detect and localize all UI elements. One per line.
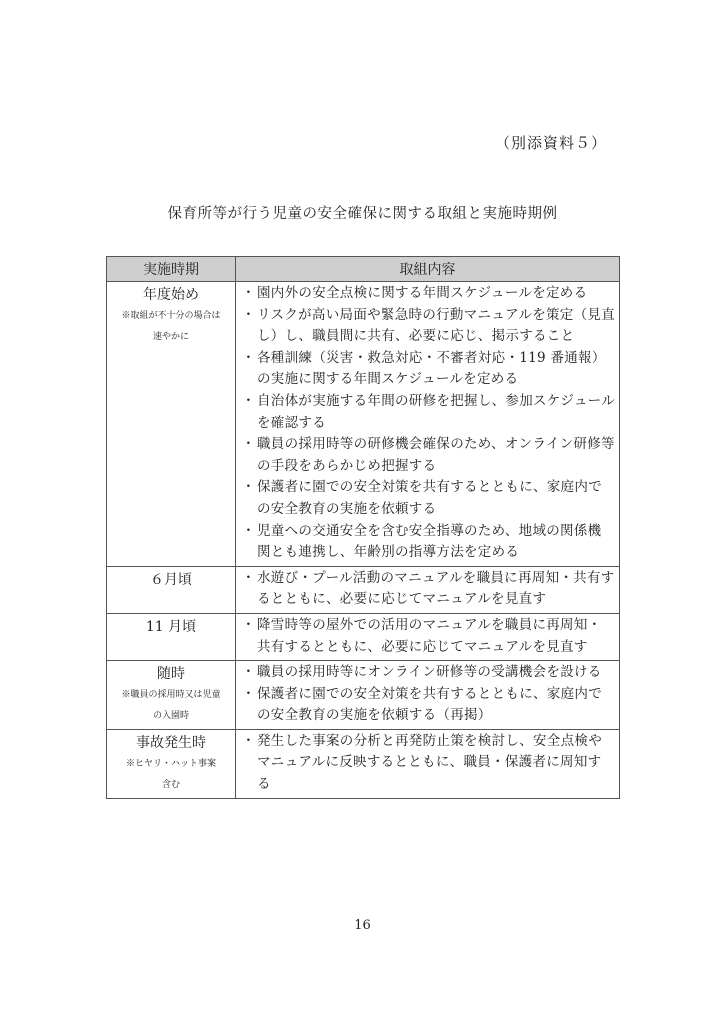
action-text: 発生した事案の分析と再発防止策を検討し、安全点検やマニュアルに反映するとともに、職員・保護者に周知する	[257, 732, 602, 793]
action-item	[240, 434, 615, 477]
document-title: 保育所等が行う児童の安全確保に関する取組と実施時期例	[167, 206, 558, 222]
period-note: 含む	[161, 779, 180, 790]
period-cell	[107, 282, 236, 567]
period-label: ６月頃	[150, 571, 192, 588]
table-row	[107, 729, 620, 798]
period-note: ※職員の採用時又は児童	[121, 690, 221, 701]
action-text: 園内外の安全点検に関する年間スケジュールを定める	[257, 285, 588, 301]
period-label: 年度始め	[143, 287, 199, 303]
action-text: 職員の採用時等にオンライン研修等の受講機会を設ける	[257, 664, 602, 681]
period-note: ※取組が不十分の場合は	[121, 311, 221, 321]
action-item	[240, 521, 615, 564]
actions-cell	[236, 661, 620, 730]
period-cell	[107, 613, 236, 660]
bullet-mark: ・	[241, 285, 256, 301]
action-text: 水遊び・プール活動のマニュアルを職員に再周知・共有するとともに、必要に応じてマニュアルを見直す	[257, 569, 615, 608]
bullet-mark: ・	[241, 436, 256, 453]
action-text: 保護者に園での安全対策を共有するとともに、家庭内での安全教育の実施を依頼する	[257, 479, 602, 517]
action-item	[240, 684, 615, 727]
action-item	[240, 615, 615, 658]
action-text: リスクが高い局面や緊急時の行動マニュアルを策定（見直し）し、職員間に共有、必要に応じ、掲示すること	[257, 306, 615, 345]
period-label: 事故発生時	[136, 734, 206, 751]
bullet-mark: ・	[241, 685, 256, 702]
action-item	[240, 662, 615, 684]
action-item	[240, 305, 615, 348]
bullet-mark: ・	[241, 664, 256, 681]
action-item	[240, 477, 615, 520]
table-row	[107, 661, 620, 730]
actions-cell	[236, 613, 620, 660]
bullet-mark: ・	[241, 522, 256, 539]
period-note: 速やかに	[152, 332, 189, 342]
action-item	[240, 348, 615, 391]
action-item	[240, 391, 615, 434]
action-item	[240, 731, 615, 796]
period-cell	[107, 566, 236, 613]
bullet-mark: ・	[241, 616, 256, 633]
action-text: 自治体が実施する年間の研修を把握し、参加スケジュールを確認する	[257, 392, 615, 431]
bullet-mark: ・	[241, 732, 256, 749]
action-item	[240, 568, 615, 611]
action-text: 職員の採用時等の研修機会確保のため、オンライン研修等の手段をあらかじめ把握する	[257, 436, 615, 474]
bullet-mark: ・	[241, 349, 256, 366]
bullet-mark: ・	[241, 306, 256, 323]
table-row	[107, 282, 620, 567]
table-header-row	[107, 257, 620, 282]
bullet-mark: ・	[241, 569, 256, 586]
actions-cell	[236, 282, 620, 567]
action-text: 保護者に園での安全対策を共有するとともに、家庭内での安全教育の実施を依頼する（再掲）	[257, 685, 602, 724]
period-note: ※ヒヤリ・ハット事案	[125, 758, 216, 769]
actions-cell	[236, 566, 620, 613]
action-text: 児童への交通安全を含む安全指導のため、地域の関係機関とも連携し、年齢別の指導方法を定める	[257, 522, 602, 561]
action-text: 降雪時等の屋外での活用のマニュアルを職員に再周知・共有するとともに、必要に応じてマニュアルを見直す	[257, 616, 602, 655]
annex-label: （別添資料５）	[494, 134, 607, 152]
actions-cell	[236, 729, 620, 798]
bullet-mark: ・	[241, 479, 256, 496]
action-text: 各種訓練（災害・救急対応・不審者対応・119 番通報）の実施に関する年間スケジュールを定める	[257, 349, 606, 388]
period-cell	[107, 729, 236, 798]
table-row	[107, 566, 620, 613]
column-header-period: 実施時期	[107, 257, 236, 282]
period-label: 随時	[157, 666, 185, 683]
period-label: 11 月頃	[145, 618, 197, 635]
table-row	[107, 613, 620, 660]
column-header-actions: 取組内容	[236, 257, 620, 282]
schedule-table	[106, 256, 620, 799]
action-item	[240, 283, 615, 305]
page-number: 16	[354, 918, 371, 933]
bullet-mark: ・	[241, 392, 256, 409]
period-cell	[107, 661, 236, 730]
period-note: の入園時	[152, 711, 189, 722]
